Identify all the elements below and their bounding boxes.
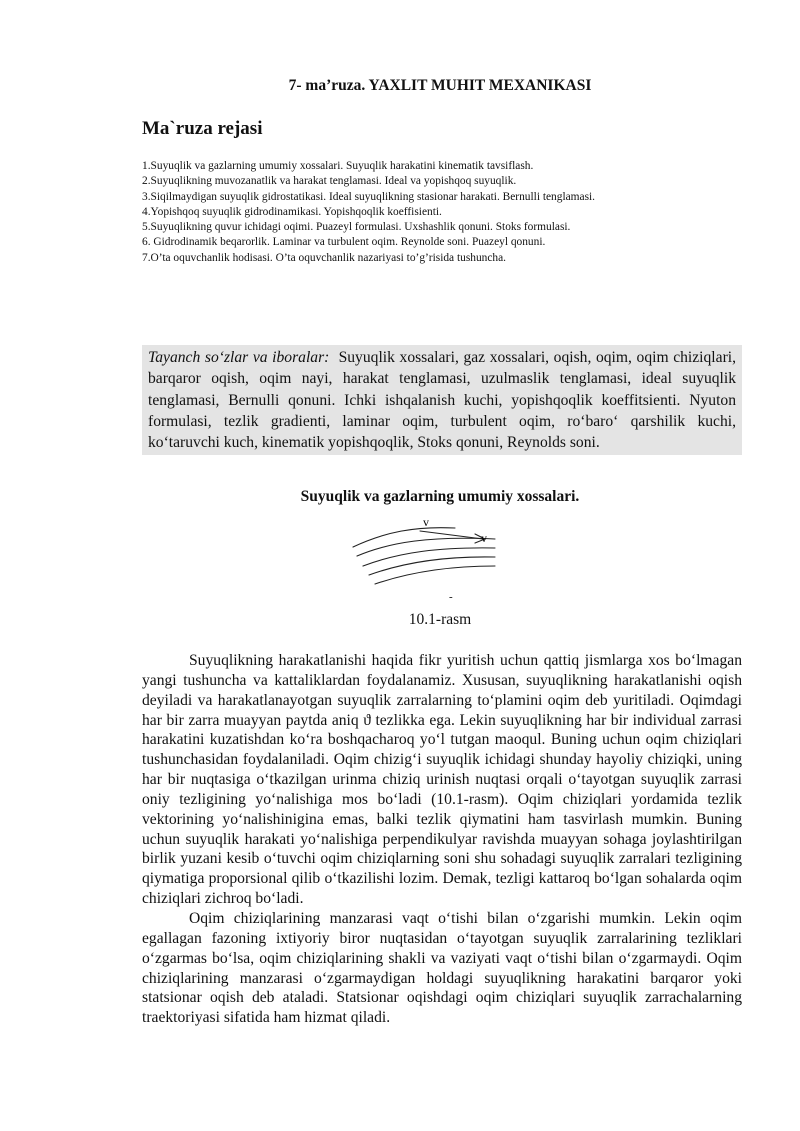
velocity-label-right: v [481,531,487,545]
keywords-text: Suyuqlik xossalari, gaz xossalari, oqish, oqim, oqim chiziqlari, barqaror oqish, oqim nayi, harakat tenglamasi, uzulmaslik tenglamasi, ideal suyuqlik tenglamasi, Bernulli qonuni. Ichki ishqalanish kuchi, yopishqoqlik koeffitsienti. Nyuton formulasi, tezlik gradienti, laminar oqim, turbulent oqim, ro‘baro‘ qarshilik kuchi, ko‘taruvchi kuch, kinematik yopishqoqlik, Stoks qonuni, Reynolds soni. [148,349,736,452]
streamline-2 [357,538,495,556]
streamline-5 [375,566,495,584]
plan-item: 3.Siqilmaydigan suyuqlik gidrostatikasi. Ideal suyuqlikning stasionar harakati. Bernulli tenglamasi. [142,190,596,203]
keywords-box [142,345,742,455]
streamline-1 [353,528,455,547]
lecture-title: 7- ma’ruza. YAXLIT MUHIT MEXANIKASI [288,77,592,94]
velocity-label-top: v [423,515,429,529]
plan-item: 2.Suyuqlikning muvozanatlik va harakat tenglamasi. Ideal va yopishqoq suyuqlik. [142,175,517,188]
plan-list [142,159,595,266]
plan-item: 1.Suyuqlik va gazlarning umumiy xossalari. Suyuqlik harakatini kinematik tavsiflash. [142,160,534,172]
plan-item: 6. Gidrodinamik beqarorlik. Laminar va turbulent oqim. Reynolde soni. Puazeyl qonuni. [142,236,546,249]
paragraph: Oqim chiziqlarining manzarasi vaqt o‘tishi bilan o‘zgarishi mumkin. Lekin oqim egallagan fazoning ixtiyoriy biror nuqtasidan o‘tayotgan suyuqlik zarralarining tezliklari o‘zgarmas bo‘lsa, oqim chiziqlarining shakli va vaziyati vaqt o‘tishi bilan o‘zgarmaydi. Oqim chiziqlarining manzarasi o‘zgarmaydigan holdagi suyuqlikning harakatini barqaror yoki statsionar oqish deb ataladi. Statsionar oqishdagi oqim chiziqlari suyuqlik zarrachalarning traektoriyasi sifatida ham hizmat qiladi. [142,909,742,1027]
plan-item: 7.O’ta oquvchanlik hodisasi. O’ta oquvchanlik nazariyasi to’g’risida tushuncha. [142,251,506,264]
figure-dash: - [449,591,453,602]
plan-item: 4.Yopishqoq suyuqlik gidrodinamikasi. Yopishqoqlik koeffisienti. [142,205,442,218]
streamlines-figure [345,512,505,602]
section-heading: Suyuqlik va gazlarning umumiy xossalari. [300,488,580,505]
paragraph: Suyuqlikning harakatlanishi haqida fikr yuritish uchun qattiq jismlarga xos bo‘lmagan yangi tushuncha va kattaliklardan foydalanamiz. Xususan, suyuqlikning harakatlanishi oqish deyiladi va harakatlanayotgan suyuqlik zarralarning to‘plamini oqim deb yuritiladi. Oqimdagi har bir zarra muayyan paytda aniq ϑ tezlikka ega. Lekin suyuqlikning har bir individual zarrasi harakatini kuzatishdan ko‘ra boshqacharoq yo‘l tutgan maoqul. Buning uchun oqim chiziqlari tushunchasidan foydalaniladi. Oqim chizig‘i suyuqlik ichidagi shunday hayoliy chiziqki, uning har bir nuqtasiga o‘tkazilgan urinma chiziq urinish nuqtasi orqali o‘tayotgan suyuqlik zarrasi oniy tezligining yo‘nalishiga mos bo‘ladi (10.1-rasm). Oqim chiziqlari yordamida tezlik vektorining yo‘nalishinigina emas, balki tezlik qiymatini ham tasvirlash mumkin. Buning uchun suyuqlik harakati yo‘nalishiga perpendikulyar ravishda muayyan sohaga joylashtirilgan birlik yuzani kesib o‘tuvchi oqim chiziqlarning soni shu sohadagi suyuqlik zarralari tezligining qiymatiga proporsional qilib o‘tkazilishi lozim. Demak, tezligi kattaroq bo‘lgan sohalarda oqim chiziqlari zichroq bo‘ladi. [142,652,742,908]
figure-caption: 10.1-rasm [408,611,472,628]
keywords-label: Tayanch so‘zlar va iboralar: [148,349,330,366]
velocity-arrow [420,531,483,539]
plan-item: 5.Suyuqlikning quvur ichidagi oqimi. Puazeyl formulasi. Uxshashlik qonuni. Stoks formulasi. [142,221,571,234]
plan-heading: Ma`ruza rejasi [142,118,263,139]
body-text [142,651,742,1028]
